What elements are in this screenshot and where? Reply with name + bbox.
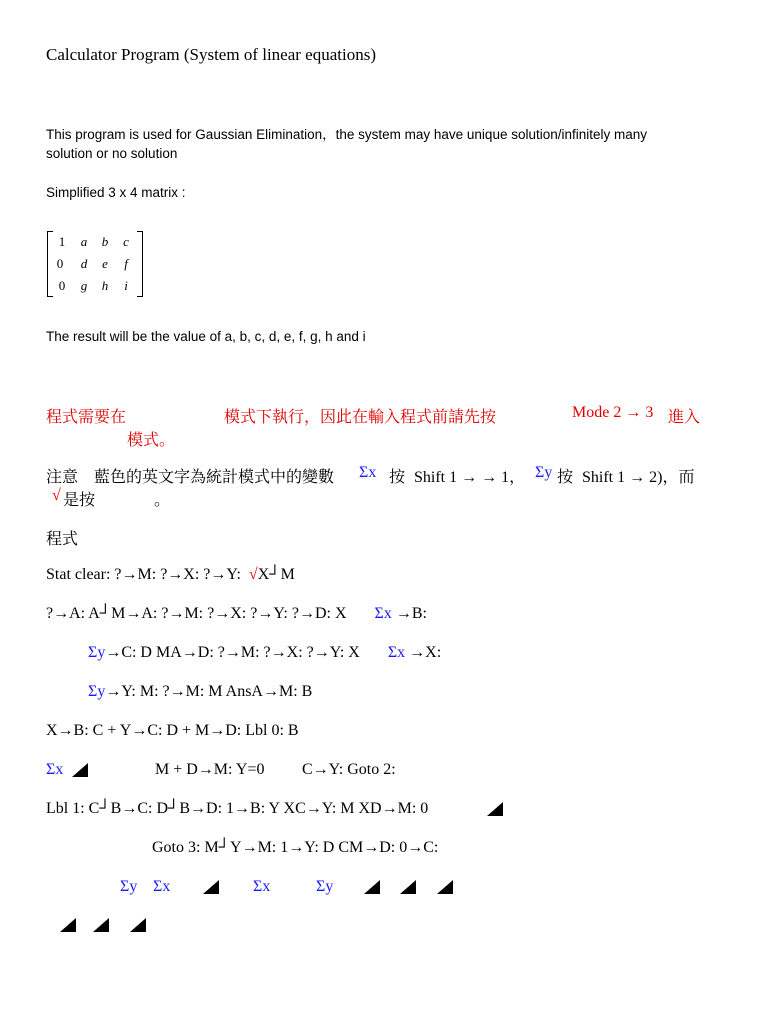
shift-key-seq-1: Shift 1 → → 1， [414, 469, 526, 486]
program-line-3 [88, 644, 441, 662]
press-label: 按 [389, 469, 406, 486]
display-triangle-icon [400, 880, 416, 894]
page-title: Calculator Program (System of linear equations) [46, 45, 376, 64]
sqrt-symbol: √ [248, 566, 258, 583]
result-line: The result will be the value of a, b, c, d, e, f, g, h and i [46, 329, 366, 344]
program-line-6-c: C→Y: Goto 2: [302, 761, 396, 778]
sigma-y-var: Σy [535, 464, 553, 481]
display-triangle-icon [93, 918, 109, 932]
matrix-cell: 0 [58, 278, 66, 293]
program-line-8: Goto 3: M┘Y→M: 1→Y: D CM→D: 0→C: [152, 839, 439, 856]
display-triangle-icon [437, 880, 453, 894]
warn-text: 藍色的英文字為統計模式中的變數 [94, 469, 335, 486]
sqrt-period: 。 [154, 492, 171, 509]
program-line-1-a: Stat clear: ?→M: ?→X: ?→Y: [46, 566, 241, 583]
press-label-2: 按 [557, 469, 574, 486]
matrix-cell: i [124, 278, 128, 293]
matrix-cell: a [80, 234, 88, 249]
program-heading: 程式 [46, 531, 79, 548]
matrix-cell: e [102, 256, 108, 271]
sigma-y-var: Σy [120, 878, 138, 895]
mode-note-a: 程式需要在 [46, 409, 127, 426]
matrix-cell: 1 [58, 234, 66, 249]
program-line-2-c: →B: [395, 605, 427, 622]
display-triangle-icon [130, 918, 146, 932]
sigma-x-var: Σx [374, 605, 392, 622]
matrix-cell: 0 [56, 256, 64, 271]
matrix-3x4 [47, 231, 143, 297]
matrix-cell: d [80, 256, 88, 271]
sigma-x-var: Σx [253, 878, 271, 895]
display-triangle-icon [203, 880, 219, 894]
display-triangle-icon [364, 880, 380, 894]
program-line-6-b: M + D→M: Y=0 [155, 761, 265, 778]
matrix-cell: b [101, 234, 109, 249]
program-line-5: X→B: C + Y→C: D + M→D: Lbl 0: B [46, 722, 299, 739]
warn-label: 注意 [46, 469, 79, 486]
display-triangle-icon [60, 918, 76, 932]
mode-note-d: 進入 [668, 409, 701, 426]
sigma-y-var: Σy [316, 878, 334, 895]
simplified-label: Simplified 3 x 4 matrix : [46, 185, 186, 200]
sqrt-symbol: √ [52, 487, 61, 504]
program-line-7: Lbl 1: C┘B→C: D┘B→D: 1→B: Y XC→Y: M XD→M: 0 [46, 800, 429, 817]
shift-key-seq-2: Shift 1 → 2)，而 [582, 469, 695, 486]
matrix-cell: f [124, 256, 128, 271]
sigma-x-var: Σx [359, 464, 377, 481]
mode-note-e: 模式。 [127, 432, 176, 449]
sqrt-is-label: 是按 [63, 492, 96, 509]
program-line-2 [46, 605, 427, 623]
sigma-y-var: Σy [88, 683, 106, 700]
display-triangle-icon [487, 802, 503, 816]
intro-line-2: solution or no solution [46, 146, 178, 161]
matrix-cell: g [80, 278, 88, 293]
program-line-4 [88, 683, 312, 701]
program-line-4-b: →Y: M: ?→M: M AnsA→M: B [105, 683, 313, 700]
sigma-x-var: Σx [46, 761, 64, 778]
mode-note-b: 模式下執行，因此在輸入程式前請先按 [224, 409, 497, 426]
program-line-1 [46, 566, 295, 584]
intro-line-1: This program is used for Gaussian Elimination，the system may have unique solution/infinitely many [46, 127, 648, 142]
display-triangle-icon [72, 763, 88, 777]
matrix-cell: h [101, 278, 109, 293]
program-line-1-c: X┘M [257, 566, 295, 583]
sigma-y-var: Σy [88, 644, 106, 661]
program-line-3-d: →X: [409, 644, 442, 661]
mode-key-sequence: Mode 2 → 3 [572, 404, 654, 421]
matrix-right-bracket [137, 231, 143, 297]
sigma-x-var: Σx [387, 644, 406, 661]
program-line-3-b: →C: D MA→D: ?→M: ?→X: ?→Y: X [105, 644, 360, 661]
program-line-2-a: ?→A: A┘M→A: ?→M: ?→X: ?→Y: ?→D: X [46, 605, 347, 622]
matrix-cell: c [123, 234, 129, 249]
sigma-x-var: Σx [153, 878, 171, 895]
